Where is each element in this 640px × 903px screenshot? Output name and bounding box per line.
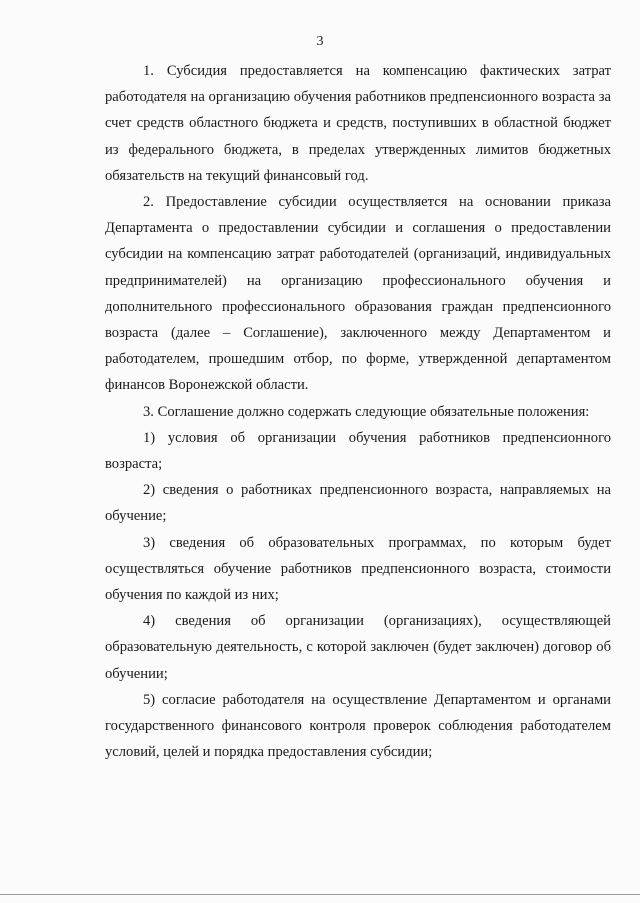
document-body — [105, 58, 611, 765]
list-item-2: 2) сведения о работниках предпенсионного возраста, направляемых на обучение; — [105, 482, 611, 525]
paragraph-3: 3. Соглашение должно содержать следующие обязательные положения: — [143, 403, 590, 420]
paragraph-2: 2. Предоставление субсидии осуществляется на основании приказа Департамента о предоставлении субсидии и соглашения о предоставлении субсидии на компенсацию затрат работодателей (организаций, индивидуальных предпринимателей) на организацию профессионального обучения и дополнительного профессионального образования граждан предпенсионного возраста (далее – Соглашение), заключенного между Департаментом и работодателем, прошедшим отбор, по форме, утвержденной департаментом финансов Воронежской области. — [105, 194, 611, 394]
page-bottom-edge — [0, 894, 640, 895]
list-item-3: 3) сведения об образовательных программах, по которым будет осуществляться обучение работников предпенсионного возраста, стоимости обучения по каждой из них; — [105, 534, 611, 604]
page-number: 3 — [316, 34, 324, 49]
paragraph-1: 1. Субсидия предоставляется на компенсацию фактических затрат работодателя на организацию обучения работников предпенсионного возраста за счет средств областного бюджета и средств, поступивших в областной бюджет из федерального бюджета, в пределах утвержденных лимитов бюджетных обязательств на текущий финансовый год. — [105, 63, 611, 184]
list-item-4: 4) сведения об организации (организациях), осуществляющей образовательную деятельность, с которой заключен (будет заключен) договор об обучении; — [105, 613, 611, 682]
list-item-1: 1) условия об организации обучения работников предпенсионного возраста; — [105, 429, 611, 473]
list-item-5: 5) согласие работодателя на осуществление Департаментом и органами государственного финансового контроля проверок соблюдения работодателем условий, целей и порядка предоставления субсидии; — [105, 691, 611, 761]
